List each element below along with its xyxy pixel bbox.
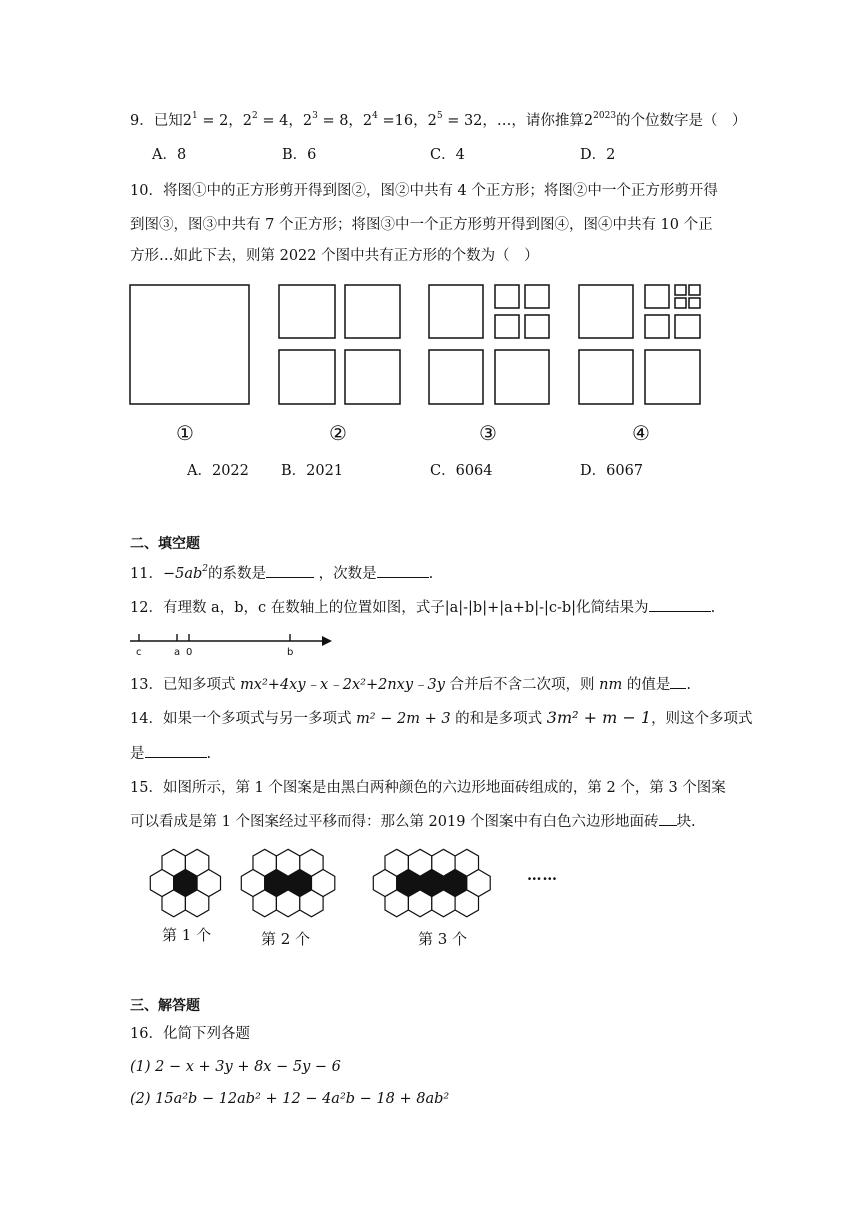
q9-stem: 9．已知$2^1 = 2$，$2^2 = 4$，$2^3 = 8$，$2^4 =16$，$2^5 = 32$，…，请你推算$2^{2023}$的个位数字是（ ） bbox=[130, 111, 747, 129]
q10-option-b: B．2021 bbox=[281, 463, 344, 479]
q13-blank[interactable] bbox=[670, 674, 686, 689]
fig4-square bbox=[675, 285, 686, 295]
fig1-square bbox=[130, 285, 249, 404]
q15-caption-2: 第 2 个 bbox=[261, 930, 311, 948]
q11-blank-degree[interactable] bbox=[377, 563, 429, 578]
q15-caption-1: 第 1 个 bbox=[162, 926, 212, 944]
q9-option-d: D．2 bbox=[580, 147, 616, 163]
fig4-square bbox=[645, 350, 700, 404]
q9-eq-2: $2^2 = 4$ bbox=[242, 111, 289, 129]
q10-line-2: 到图③，图③中共有 7 个正方形；将图③中一个正方形剪开得到图④，图④中共有 10 个正 bbox=[130, 217, 713, 233]
fig4-square bbox=[675, 298, 686, 308]
fig-label-4: ④ bbox=[632, 421, 650, 445]
q9-target: $2^{2023}$ bbox=[583, 111, 617, 129]
q9-eq-1: $2^1 = 2$ bbox=[182, 111, 229, 129]
fig3-square bbox=[495, 350, 549, 404]
q12-stem: 12．有理数 a，b，c 在数轴上的位置如图，式子|a|-|b|+|a+b|-|c-b|化简结果为 . bbox=[130, 597, 715, 618]
fig3-square bbox=[495, 315, 519, 338]
axis-label-c: c bbox=[136, 647, 142, 658]
q10-squares-figure bbox=[125, 280, 725, 405]
q15-dots: …… bbox=[527, 867, 558, 884]
fig4-square bbox=[579, 285, 633, 338]
fig2-square bbox=[345, 350, 400, 404]
fig-label-1: ① bbox=[176, 421, 194, 445]
q13-stem: 13．已知多项式 mx²+4xy﹣x﹣2x²+2nxy﹣3y 合并后不含二次项，则 nm 的值是 . bbox=[130, 674, 691, 695]
fig3-square bbox=[429, 350, 483, 404]
q9-eq-4: $2^4 =16$ bbox=[362, 111, 414, 129]
q12-number-line bbox=[128, 630, 338, 660]
q11-stem: 11．$-5ab^2$的系数是 ，次数是 . bbox=[130, 564, 434, 582]
q10-line-3: 方形…如此下去，则第 2022 个图中共有正方形的个数为（ ） bbox=[130, 248, 539, 264]
fig2-square bbox=[279, 350, 335, 404]
q14-line-2: 是 . bbox=[130, 743, 211, 764]
q16-part-2: (2) 15a²b − 12ab² + 12 − 4a²b − 18 + 8ab² bbox=[130, 1091, 450, 1107]
q9-option-b: B．6 bbox=[282, 147, 317, 163]
fig3-square bbox=[525, 285, 549, 308]
fig3-square bbox=[525, 315, 549, 338]
fig4-square bbox=[645, 315, 669, 338]
fig4-square bbox=[675, 315, 700, 338]
fig3-square bbox=[495, 285, 519, 308]
section-fill-in-title: 二、填空题 bbox=[130, 536, 200, 552]
fig2-square bbox=[279, 285, 335, 338]
fig4-square bbox=[579, 350, 633, 404]
axis-label-a: a bbox=[174, 647, 181, 658]
axis-label-b: b bbox=[287, 647, 294, 658]
q15-line-2: 可以看成是第 1 个图案经过平移而得：那么第 2019 个图案中有白色六边形地面砖 块. bbox=[130, 811, 696, 832]
q12-blank[interactable] bbox=[649, 597, 711, 612]
q9-eq-3: $2^3 = 8$ bbox=[302, 111, 349, 129]
q15-line-1: 15．如图所示，第 1 个图案是由黑白两种颜色的六边形地面砖组成的，第 2 个，第 3 个图案 bbox=[130, 780, 726, 796]
q15-blank[interactable] bbox=[659, 811, 677, 826]
fig-label-3: ③ bbox=[479, 421, 497, 445]
q14-stem: 14．如果一个多项式与另一多项式 m² − 2m + 3 的和是多项式 3m² + m − 1，则这个多项式 bbox=[130, 708, 753, 727]
q10-line-1: 10．将图①中的正方形剪开得到图②，图②中共有 4 个正方形；将图②中一个正方形剪开得 bbox=[130, 183, 718, 199]
fig2-square bbox=[345, 285, 400, 338]
section-answer-title: 三、解答题 bbox=[130, 998, 200, 1014]
axis-label-0: 0 bbox=[186, 647, 193, 658]
fig4-square bbox=[645, 285, 669, 308]
q11-blank-coefficient[interactable] bbox=[266, 563, 314, 578]
q11-expr: $-5ab^2$ bbox=[162, 564, 208, 582]
q9-option-a: A．8 bbox=[152, 147, 187, 163]
q16-part-1: (1) 2 − x + 3y + 8x − 5y − 6 bbox=[130, 1059, 341, 1075]
fig-label-2: ② bbox=[329, 421, 347, 445]
fig4-square bbox=[689, 298, 700, 308]
fig3-square bbox=[429, 285, 483, 338]
q14-blank[interactable] bbox=[145, 743, 207, 758]
fig4-square bbox=[689, 285, 700, 295]
q15-caption-3: 第 3 个 bbox=[418, 930, 468, 948]
q10-option-a: A．2022 bbox=[187, 463, 249, 479]
q16-title: 16．化简下列各题 bbox=[130, 1026, 250, 1042]
q9-option-c: C．4 bbox=[430, 147, 465, 163]
q10-option-d: D．6067 bbox=[580, 463, 644, 479]
q9-eq-5: $2^5 = 32$ bbox=[427, 111, 483, 129]
q15-hexagon-figure bbox=[140, 843, 570, 923]
q10-option-c: C．6064 bbox=[430, 463, 493, 479]
